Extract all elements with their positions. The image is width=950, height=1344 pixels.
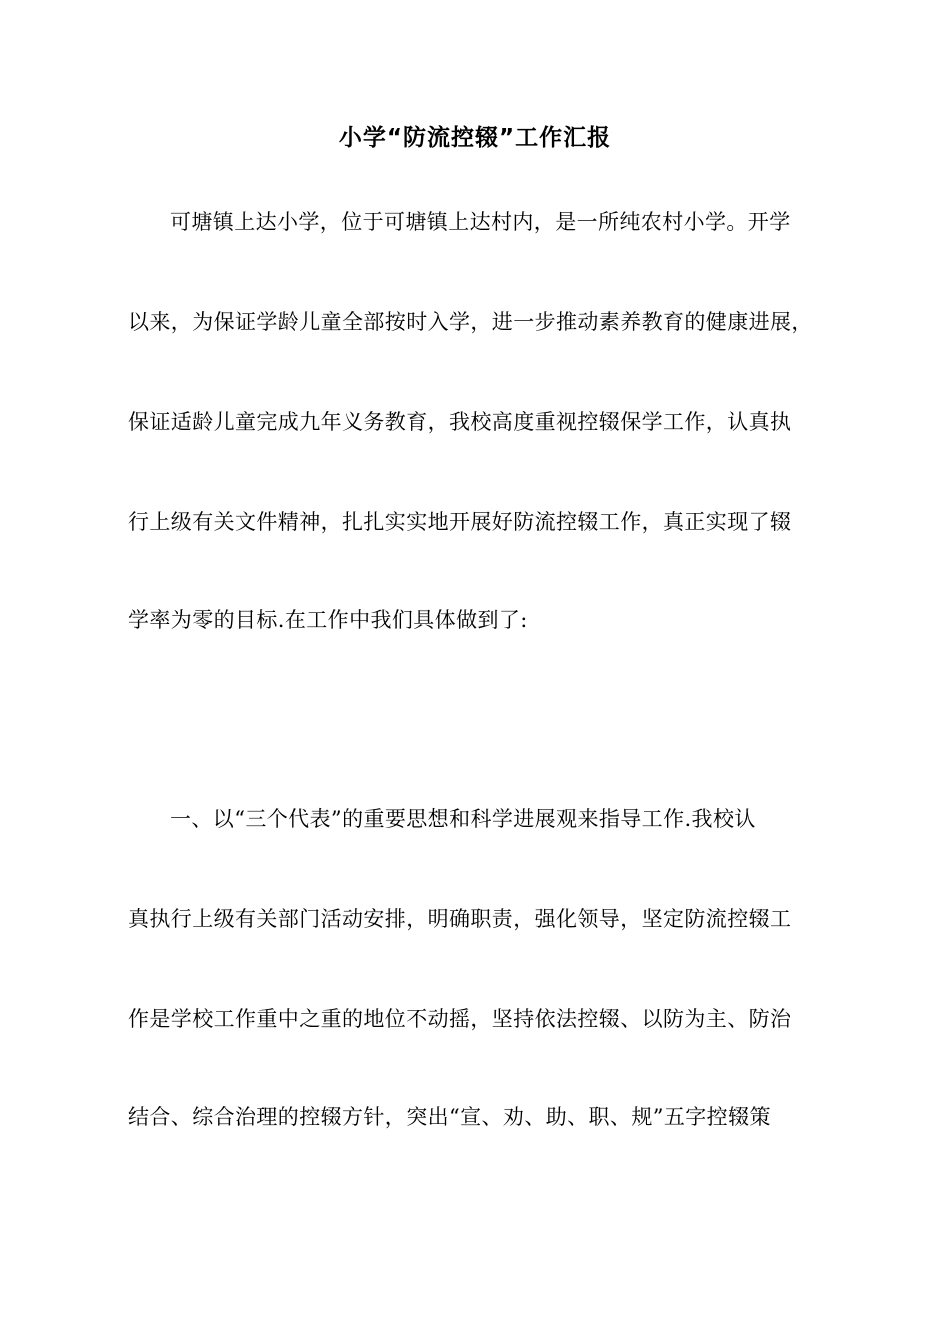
- document-title: 小学“防流控辍”工作汇报: [338, 125, 612, 151]
- paragraph-line: 以来，为保证学龄儿童全部按时入学，进一步推动素养教育的健康进展，: [128, 310, 813, 334]
- paragraph-line: 学率为零的目标.在工作中我们具体做到了:: [128, 608, 528, 632]
- paragraph-line: 作是学校工作重中之重的地位不动摇，坚持依法控辍、以防为主、防治: [128, 1007, 792, 1031]
- paragraph-line: 结合、综合治理的控辍方针，突出“宣、劝、助、职、规”五字控辍策: [128, 1105, 771, 1129]
- paragraph-line: 可塘镇上达小学，位于可塘镇上达村内，是一所纯农村小学。开学: [170, 210, 791, 234]
- paragraph-line: 保证适龄儿童完成九年义务教育，我校高度重视控辍保学工作，认真执: [128, 410, 792, 434]
- paragraph-line: 行上级有关文件精神，扎扎实实地开展好防流控辍工作，真正实现了辍: [128, 510, 792, 534]
- paragraph-line: 真执行上级有关部门活动安排，明确职责，强化领导，坚定防流控辍工: [128, 907, 792, 931]
- paragraph-line: 一、以“三个代表”的重要思想和科学进展观来指导工作.我校认: [170, 807, 756, 831]
